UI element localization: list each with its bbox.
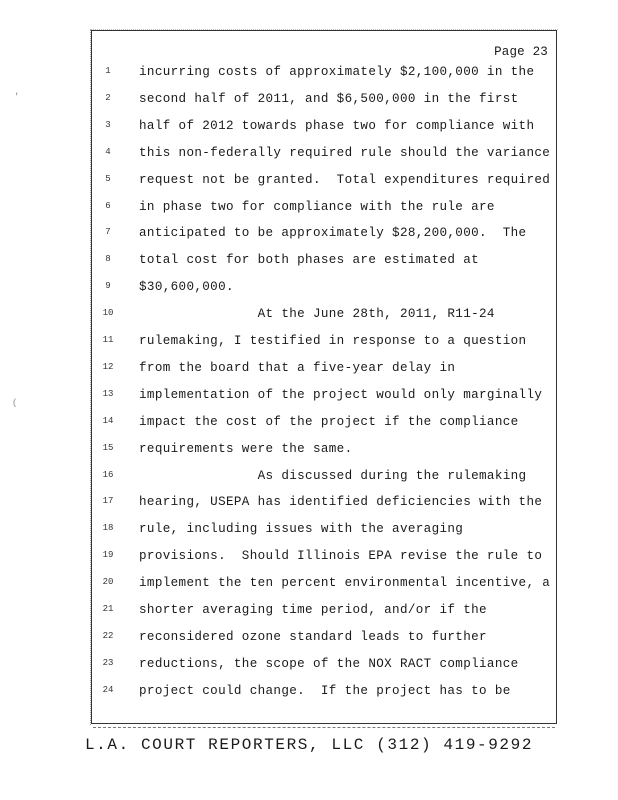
line-text: from the board that a five-year delay in xyxy=(139,360,456,375)
transcript-line xyxy=(92,521,558,547)
line-number: 19 xyxy=(102,550,114,561)
line-text: rulemaking, I testified in response to a question xyxy=(139,334,527,348)
court-reporter-footer: L.A. COURT REPORTERS, LLC (312) 419-9292 xyxy=(84,736,534,754)
transcript-line xyxy=(92,548,558,574)
line-number: 12 xyxy=(102,361,114,372)
line-text: impact the cost of the project if the compliance xyxy=(139,414,519,429)
line-text: implementation of the project would only marginally xyxy=(139,387,543,402)
line-text: requirements were the same. xyxy=(139,441,353,456)
transcript-line xyxy=(92,414,558,440)
transcript-line xyxy=(92,91,558,117)
margin-mark: ( xyxy=(12,398,18,408)
transcript-line xyxy=(92,360,558,386)
line-number: 1 xyxy=(105,66,111,76)
transcript-line xyxy=(92,252,558,278)
margin-mark: ' xyxy=(14,92,20,102)
line-text: request not be granted. Total expenditures required xyxy=(139,172,551,187)
line-number: 10 xyxy=(102,308,114,319)
line-text: in phase two for compliance with the rule are xyxy=(139,199,495,214)
line-text: shorter averaging time period, and/or if the xyxy=(139,603,487,617)
transcript-line xyxy=(92,575,558,601)
transcript-page xyxy=(91,30,557,724)
transcript-line xyxy=(92,333,558,359)
transcript-line xyxy=(92,387,558,413)
line-text: As discussed during the rulemaking xyxy=(139,468,527,483)
line-text: this non-federally required rule should the variance xyxy=(139,145,551,160)
transcript-line xyxy=(92,683,558,709)
transcript-line xyxy=(92,199,558,225)
transcript-line xyxy=(92,145,558,171)
line-text: reductions, the scope of the NOX RACT compliance xyxy=(139,656,519,671)
line-text: incurring costs of approximately $2,100,000 in the xyxy=(139,65,535,79)
transcript-line xyxy=(92,494,558,520)
transcript-line xyxy=(92,602,558,628)
transcript-line xyxy=(92,64,558,90)
line-text: total cost for both phases are estimated at xyxy=(139,253,480,268)
line-number: 9 xyxy=(105,281,111,292)
line-number: 15 xyxy=(102,442,114,453)
line-number: 21 xyxy=(102,604,114,614)
line-text: At the June 28th, 2011, R11-24 xyxy=(139,307,495,322)
line-number: 18 xyxy=(102,523,114,534)
line-number: 11 xyxy=(102,335,114,345)
transcript-line xyxy=(92,225,558,251)
transcript-line xyxy=(92,172,558,198)
line-number: 4 xyxy=(105,146,111,157)
line-number: 20 xyxy=(102,577,114,588)
transcript-line xyxy=(92,279,558,305)
line-number: 17 xyxy=(102,496,114,507)
line-number: 2 xyxy=(105,92,111,103)
line-text: $30,600,000. xyxy=(139,280,234,295)
line-number: 22 xyxy=(102,630,114,641)
line-number: 14 xyxy=(102,415,114,426)
line-number: 23 xyxy=(102,657,114,668)
line-text: hearing, USEPA has identified deficiencies with the xyxy=(139,495,543,510)
line-number: 7 xyxy=(105,227,111,238)
line-number: 16 xyxy=(102,469,114,480)
line-text: reconsidered ozone standard leads to further xyxy=(139,629,487,644)
line-number: 8 xyxy=(105,254,111,265)
line-text: half of 2012 towards phase two for compliance with xyxy=(139,118,535,133)
transcript-line xyxy=(92,118,558,144)
transcript-line xyxy=(92,441,558,467)
line-text: second half of 2011, and $6,500,000 in the first xyxy=(139,91,519,106)
line-number: 24 xyxy=(102,684,114,695)
line-number: 13 xyxy=(102,388,114,399)
transcript-line xyxy=(92,468,558,494)
transcript-line xyxy=(92,629,558,655)
transcript-line xyxy=(92,306,558,332)
line-number: 3 xyxy=(105,119,111,130)
transcript-line xyxy=(92,656,558,682)
line-text: rule, including issues with the averaging xyxy=(139,522,464,537)
line-number: 6 xyxy=(105,200,111,211)
line-text: anticipated to be approximately $28,200,000. The xyxy=(139,226,527,241)
line-number: 5 xyxy=(105,173,111,184)
line-text: implement the ten percent environmental incentive, a xyxy=(139,576,551,591)
line-text: project could change. If the project has to be xyxy=(139,683,511,698)
line-text: provisions. Should Illinois EPA revise the rule to xyxy=(139,549,543,564)
page-number: Page 23 xyxy=(494,45,548,59)
footer-rule xyxy=(93,727,555,728)
